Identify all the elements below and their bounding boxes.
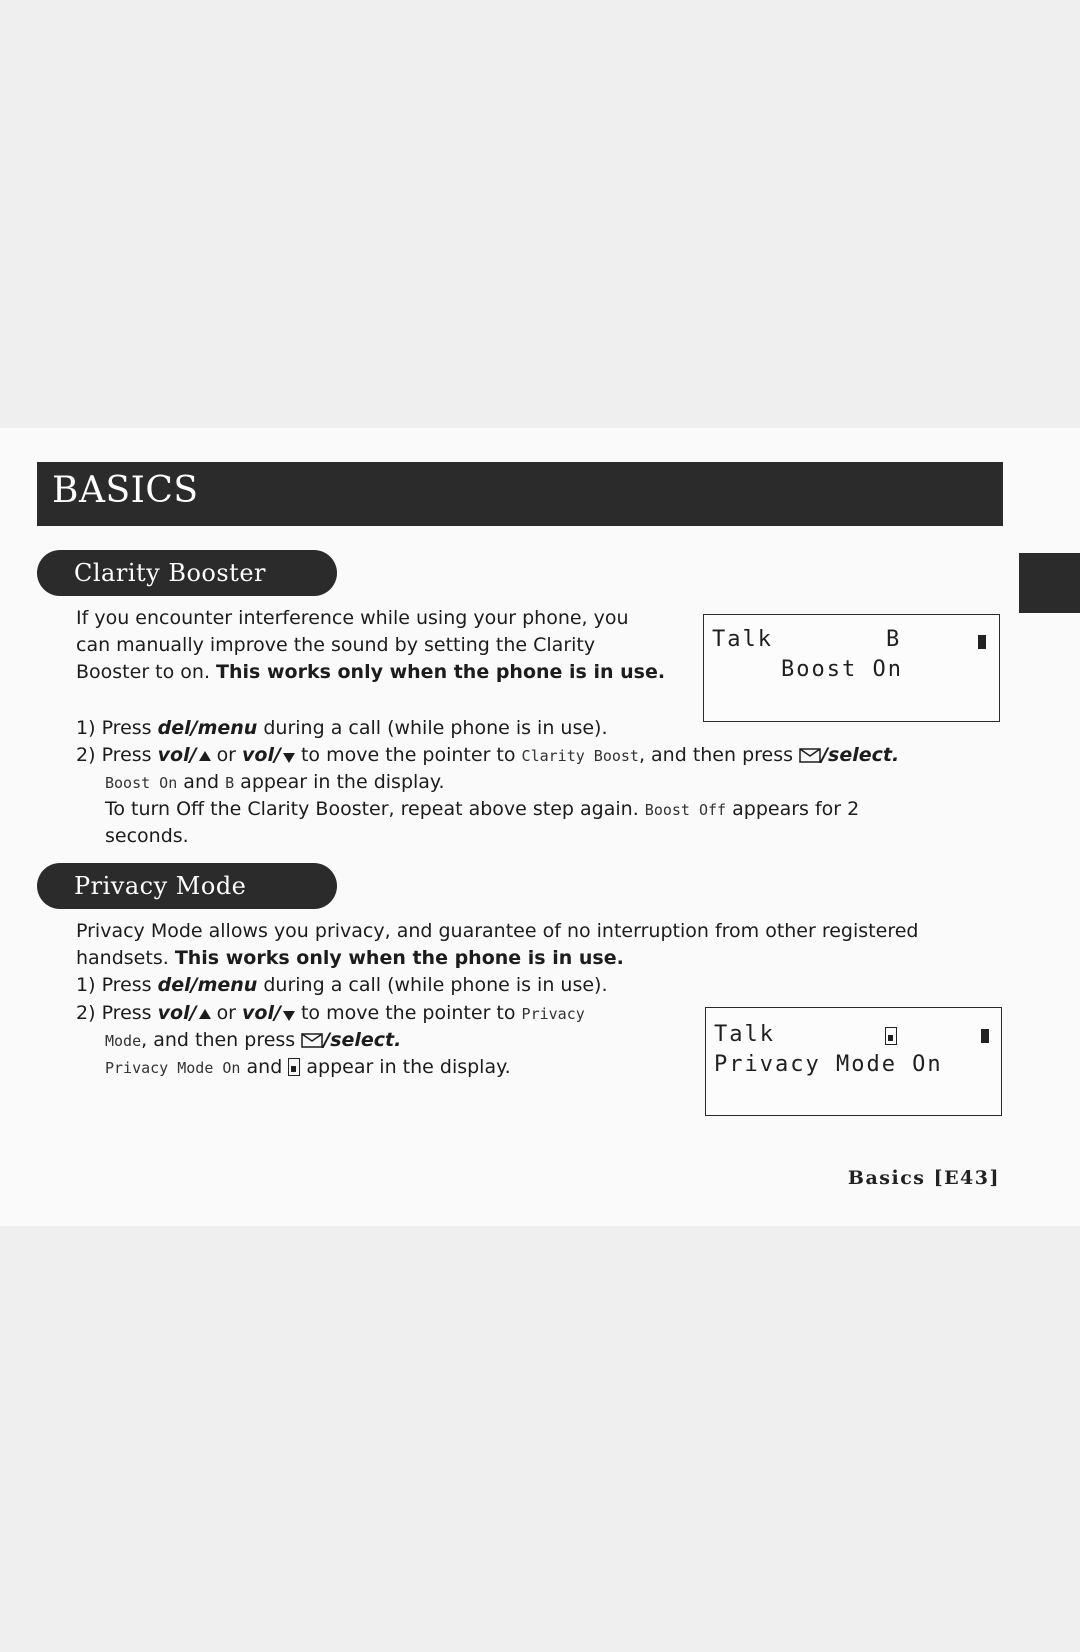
privacy-step2 xyxy=(76,1000,585,1028)
clarity-booster-heading: Clarity Booster xyxy=(37,550,337,596)
lcd-text: Mode xyxy=(105,1032,142,1050)
key-vol-down: vol/ xyxy=(242,744,281,766)
key-del-menu: del/menu xyxy=(157,974,258,996)
privacy-icon xyxy=(288,1058,300,1076)
step-text: during a call (while phone is in use). xyxy=(263,717,608,739)
clarity-step2 xyxy=(76,742,899,770)
key-vol-up: vol/ xyxy=(157,1002,197,1024)
section-header-bar xyxy=(37,462,1003,526)
lcd-text: Clarity Boost xyxy=(521,747,639,765)
privacy-step2-line3 xyxy=(105,1054,511,1082)
privacy-step2-line2 xyxy=(105,1027,401,1055)
step-number: 2) xyxy=(76,1002,96,1024)
down-arrow-icon xyxy=(283,1011,295,1021)
clarity-display-talk: Talk xyxy=(712,627,773,652)
lcd-text: Privacy xyxy=(521,1005,585,1023)
clarity-display-boost-on: Boost On xyxy=(781,657,903,682)
step-text: Press xyxy=(101,974,152,996)
up-arrow-icon xyxy=(199,1009,211,1019)
envelope-icon xyxy=(799,748,821,763)
key-vol-down: vol/ xyxy=(242,1002,281,1024)
clarity-display-box xyxy=(703,614,1000,722)
privacy-intro-line2 xyxy=(76,945,624,972)
step-text: Press xyxy=(101,717,152,739)
clarity-intro-text: Booster to on. xyxy=(76,661,210,683)
clarity-step2-line3 xyxy=(105,769,445,797)
step-text: and xyxy=(183,771,220,793)
privacy-icon xyxy=(885,1027,897,1045)
step-text: Press xyxy=(101,1002,152,1024)
step-number: 1) xyxy=(76,717,96,739)
step-number: 2) xyxy=(76,744,96,766)
up-arrow-icon xyxy=(199,751,211,761)
privacy-intro-line1: Privacy Mode allows you privacy, and guarantee of no interruption from other registered xyxy=(76,920,919,942)
page-footer-label: Basics [E43] xyxy=(847,1167,1000,1189)
key-select: /select. xyxy=(821,744,900,766)
step-text: Press xyxy=(101,744,152,766)
step-text: to move the pointer to xyxy=(300,1002,516,1024)
privacy-step1 xyxy=(76,972,608,999)
clarity-step2-line4 xyxy=(105,796,859,824)
side-index-tab xyxy=(1019,553,1080,613)
step-text: , and then press xyxy=(638,744,794,766)
privacy-intro-text: handsets. xyxy=(76,947,169,969)
step-text: or xyxy=(216,744,236,766)
privacy-display-talk: Talk xyxy=(714,1022,775,1047)
step-text: and xyxy=(246,1056,283,1078)
privacy-mode-heading: Privacy Mode xyxy=(37,863,337,909)
lcd-text: Privacy Mode On xyxy=(105,1059,241,1077)
step-text: To turn Off the Clarity Booster, repeat above step again. xyxy=(105,798,639,820)
clarity-intro-line3 xyxy=(76,659,665,686)
clarity-step2-line5: seconds. xyxy=(105,825,189,847)
step-text: appear in the display. xyxy=(306,1056,511,1078)
key-select: /select. xyxy=(323,1029,402,1051)
section-title: BASICS xyxy=(52,470,199,511)
clarity-display-b: B xyxy=(886,627,902,652)
lcd-text: Boost On xyxy=(105,774,178,792)
step-text: during a call (while phone is in use). xyxy=(263,974,608,996)
clarity-intro-bold: This works only when the phone is in use. xyxy=(216,661,666,683)
step-text: or xyxy=(216,1002,236,1024)
clarity-intro-line2: can manually improve the sound by setting the Clarity xyxy=(76,634,596,656)
step-text: appears for 2 xyxy=(732,798,860,820)
step-text: appear in the display. xyxy=(240,771,445,793)
privacy-display-box xyxy=(705,1007,1002,1116)
step-text: , and then press xyxy=(141,1029,296,1051)
privacy-display-mode-on: Privacy Mode On xyxy=(714,1052,943,1077)
clarity-intro-line1: If you encounter interference while using your phone, you xyxy=(76,607,629,629)
clarity-step1 xyxy=(76,715,608,742)
step-number: 1) xyxy=(76,974,96,996)
lcd-text: Boost Off xyxy=(644,801,727,819)
down-arrow-icon xyxy=(283,753,295,763)
key-vol-up: vol/ xyxy=(157,744,197,766)
step-text: to move the pointer to xyxy=(300,744,516,766)
key-del-menu: del/menu xyxy=(157,717,258,739)
battery-icon xyxy=(981,1029,989,1043)
battery-icon xyxy=(978,635,986,649)
lcd-text: B xyxy=(225,774,235,792)
privacy-intro-bold: This works only when the phone is in use. xyxy=(174,947,624,969)
envelope-icon xyxy=(301,1033,323,1048)
